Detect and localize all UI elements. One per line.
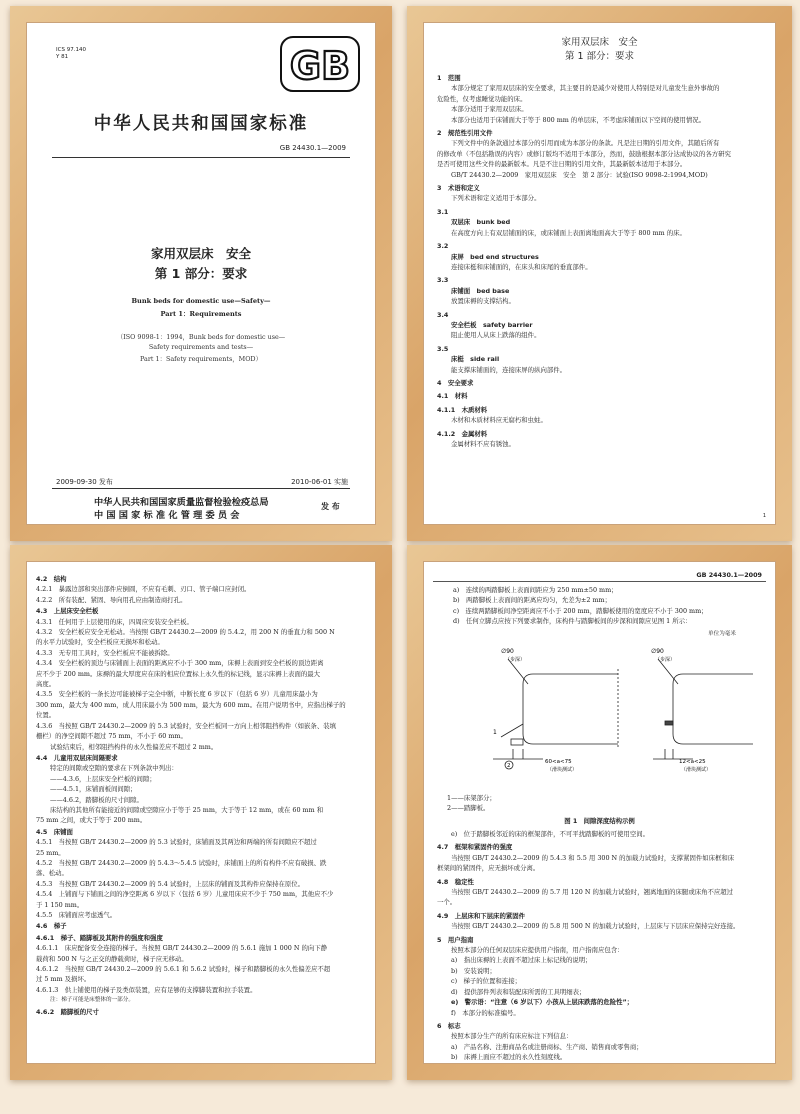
- implementation-date: 2010-06-01 实施: [291, 478, 348, 486]
- paragraph-line: 放置床褥的支撑结构。: [451, 297, 515, 306]
- section-heading: 3 术语和定义: [437, 184, 480, 193]
- tread-right: [665, 721, 673, 725]
- section-heading: 5 用户指南: [437, 935, 474, 944]
- paragraph-line: 4.2.2 所有装配、紧固、导向用孔应由制造商打孔。: [36, 595, 187, 604]
- paragraph-line: 当按照 GB/T 24430.2—2009 的 5.4.3 和 5.5 用 300 N 的加载力试验时，支撑紧固件如床框和床: [451, 853, 735, 862]
- gb-logo: [280, 36, 360, 92]
- paragraph-line: a) 指出床褥的上表面不超过床上标记线的说明；: [451, 956, 592, 965]
- paragraph-line: 本部分规定了家用双层床的安全要求，其主要目的是减少对使用人特别是对儿童发生意外事故的: [451, 84, 720, 93]
- iso-ref-line2: Safety requirements and tests—: [148, 343, 254, 351]
- page2-number: 1: [762, 513, 766, 519]
- title-en-line2: Part 1：Requirements: [160, 310, 242, 318]
- term-heading: 床屏 bed end structures: [451, 252, 539, 261]
- iso-ref-line1: （ISO 9098-1：1994，Bunk beds for domestic use—: [116, 333, 286, 341]
- paragraph-line: 4.6.1.3 供上铺使用的梯子及类似装置，应有足够的支撑脚装置和拉手装置。: [36, 985, 257, 994]
- paragraph-line: 4.6.1.1 床应配备安全连接的梯子。当按照 GB/T 24430.2—2009 的 5.6.1 施加 1 000 N 的向下静: [36, 944, 328, 953]
- fig-left-gap-note: （滑块测试）: [547, 767, 578, 773]
- section-heading: 4.2 结构: [36, 575, 67, 583]
- page-4-frame: [407, 545, 792, 1080]
- section-heading: 4.1 材料: [437, 392, 468, 401]
- paragraph-line: 木材和木质材料应无腐朽和虫蛀。: [451, 416, 547, 425]
- paragraph-line: 4.3.3 无专用工具时，安全栏板应不能被拆除。: [36, 648, 174, 657]
- ics-code: ICS 97.140: [56, 47, 86, 53]
- cover-bottom-rule: [52, 488, 350, 489]
- paragraph-line: 4.3.1 任何用于上层使用的床，四周应安装安全栏板。: [36, 617, 193, 626]
- fig-left-gap: 60<a<75: [545, 759, 572, 765]
- standard-number: GB 24430.1—2009: [279, 144, 346, 152]
- term-heading: 安全栏板 safety barrier: [451, 320, 533, 329]
- page4-header-number: GB 24430.1—2009: [696, 571, 762, 579]
- paragraph-line: 本部分适用于家用双层床。: [451, 105, 528, 114]
- section-heading: 3.5: [437, 344, 449, 353]
- paragraph-line: 床结构的其他所有能接近的间隙或空隙应小于等于 25 mm，大于等于 12 mm，或在 60 mm 和: [50, 805, 324, 814]
- paragraph-line: e) 位于踏脚板邻近的床的框架部件，不可平扰踏脚板的可使用空间。: [451, 830, 649, 838]
- paragraph-line: b) 安装说明；: [451, 966, 496, 975]
- paragraph-line: b) 两踏脚板上表面间的距离应均匀，允差为±2 mm；: [453, 596, 611, 605]
- figure-1: [453, 639, 753, 789]
- page4-list-top: [439, 585, 769, 627]
- paragraph-line: 金属材料不应有锈蚀。: [451, 440, 515, 448]
- section-heading: 4.3 上层床安全栏板: [36, 607, 99, 616]
- paragraph-line: 4.5.2 当按照 GB/T 24430.2—2009 的 5.4.3～5.4.5 试验时，床铺面上的所有构件不应有破损、跌: [36, 858, 327, 867]
- paragraph-line: 下列文件中的条款通过本部分的引用而成为本部分的条款。凡是注日期的引用文件，其随后所有: [451, 139, 720, 148]
- paragraph-line: 连接床梃和床铺面的，在床头和床尾的垂直部件。: [451, 262, 592, 271]
- section-heading: 4.8 稳定性: [437, 877, 474, 886]
- paragraph-line: 4.2.1 暴露边部和突出部件应倒圆，不应有毛刺、刃口、管子端口应封闭。: [36, 585, 251, 594]
- paragraph-line: 当按照 GB/T 24430.2—2009 的 5.7 用 120 N 的加载力试验时，翘离地面的床腿或床角不应超过: [451, 888, 734, 897]
- paragraph-line: ——4.5.1，床铺面板间间隙；: [50, 785, 137, 794]
- paragraph-line: 4.3.5 安全栏板的一条长边可能被梯子完全中断，中断长度 6 岁以下（包括 6 岁）儿童用床最小为: [36, 690, 318, 699]
- warning-line: e) 警示语：“注意（6 岁以下）小孩从上层床跌落的危险性”；: [451, 998, 634, 1007]
- issuer-line2: 中 国 国 家 标 准 化 管 理 委 员 会: [94, 510, 240, 521]
- paragraph-line: 的修改单（不包括勘误的内容）或修订版均不适用于本部分，然而，鼓励根据本部分达成协议的各方研究: [437, 149, 731, 158]
- section-heading: 4.5 床铺面: [36, 827, 73, 836]
- section-heading: 2 规范性引用文件: [437, 129, 493, 138]
- fig-left-dim-note: （步深）: [505, 657, 526, 663]
- fig-left-label-1: 1: [493, 729, 497, 736]
- page2-title-line1: 家用双层床 安全: [561, 37, 638, 48]
- section-heading: 4.1.2 金属材料: [437, 429, 488, 438]
- paragraph-line: 阻止使用人从床上跌落的组件。: [451, 331, 541, 340]
- section-heading: 4.7 框架和紧固件的强度: [437, 843, 513, 852]
- figure-left: [493, 659, 618, 769]
- issue-word: 发 布: [321, 502, 340, 511]
- paragraph-line: 能支撑床铺面的，连接床屏的纵向部件。: [451, 365, 567, 374]
- term-heading: 双层床 bunk bed: [451, 218, 511, 227]
- ccs-code: Y 81: [56, 54, 69, 60]
- paragraph-line: 按照本部分生产的所有床应标注下列信息：: [451, 1032, 573, 1041]
- paragraph-line: 300 mm，最大为 400 mm，成人用床最小为 500 mm，最大为 600 mm。在用户说明书中，应指出梯子的: [36, 700, 346, 709]
- section-heading: 4.6.1 梯子、踏脚板及其附件的强度和强度: [36, 933, 163, 942]
- paragraph-line: 试验结束后，相邻阻挡构件的永久性偏差应不超过 2 mm。: [50, 742, 218, 751]
- paragraph-line: 按照本部分的任何双层床应提供用户指南，用户指南应包含：: [451, 946, 624, 955]
- paragraph-line: 栅栏）的净空间隙不超过 75 mm，不小于 60 mm。: [36, 732, 187, 741]
- cover-page-frame: [10, 6, 392, 541]
- note-line: 注：梯子可能是床整体的一部分。: [50, 997, 134, 1004]
- paragraph-line: 是否可使用这些文件的最新版本。凡是不注日期的引用文件，其最新版本适用于本部分。: [437, 160, 687, 169]
- paragraph-line: c) 梯子的位置和连接；: [451, 977, 521, 986]
- paragraph-line: a) 连续的两踏脚板上表面间距应为 250 mm±50 mm；: [453, 586, 618, 594]
- figure-legend-1: 1——床架部分；: [447, 794, 496, 802]
- section-heading: 4.6.2 踏脚板的尺寸: [36, 1007, 99, 1016]
- paragraph-line: 位置。: [36, 711, 56, 720]
- page-2: [423, 22, 776, 525]
- paragraph-line: 下列术语和定义适用于本部分。: [451, 194, 541, 203]
- paragraph-line: 落、松动。: [36, 869, 68, 878]
- fig-right-dim-note: （步深）: [655, 657, 676, 663]
- cover-page: [26, 22, 376, 525]
- fig-left-label-2: 2: [507, 763, 511, 769]
- paragraph-line: 应不少于 200 mm。床褥的最大厚度应在床的相应位置标上永久性的标记线，显示床褥上表面的最大: [36, 669, 321, 678]
- section-heading: 1 范围: [437, 74, 461, 82]
- paragraph-line: d) 提供部件列表和装配床所需的工具明细表；: [451, 987, 586, 996]
- paragraph-line: ——4.3.6，上层床安全栏板的间隙；: [50, 774, 156, 783]
- fig-right-gap-note: （滑块测试）: [681, 767, 712, 773]
- paragraph-line: 一个。: [437, 898, 457, 907]
- paragraph-line: 的水平力试验时，安全栏板应无损坏和松动。: [36, 638, 164, 647]
- paragraph-line: 本部分也适用于床铺面大于等于 800 mm 的单层床，不考虑床铺面以下空间的使用情况。: [451, 115, 706, 124]
- leader-left-mid: [501, 724, 523, 737]
- org-title: 中华人民共和国国家标准: [93, 114, 309, 134]
- fig-left-dim: ∅90: [501, 648, 514, 655]
- paragraph-line: 75 mm 之间，或大于等于 200 mm。: [36, 816, 147, 825]
- paragraph-line: a) 产品名称、注册商品名或注册商标、生产商、销售商或零售商；: [451, 1042, 643, 1051]
- page-2-frame: [407, 6, 792, 541]
- section-heading: 4 安全要求: [437, 378, 474, 387]
- page-3-frame: [10, 545, 392, 1080]
- page-4: [423, 561, 776, 1064]
- paragraph-line: 4.3.2 安全栏板应安全无松动。当按照 GB/T 24430.2—2009 的 5.4.2，用 200 N 的垂直力和 500 N: [36, 628, 335, 637]
- fig-right-dim: ∅90: [651, 648, 664, 655]
- section-heading: 3.3: [437, 276, 449, 285]
- page4-header-rule: [433, 581, 766, 582]
- paragraph-line: 4.3.6 当按照 GB/T 24430.2—2009 的 5.3 试验时，安全栏板同一方向上相邻阻挡构件（如嵌条、装填: [36, 721, 336, 730]
- paragraph-line: 4.5.3 当按照 GB/T 24430.2—2009 的 5.4 试验时，上层床的铺面及其构件应保持在原位。: [36, 879, 305, 888]
- section-heading: 4.9 上层床和下层床的紧固件: [437, 911, 526, 920]
- page4-body: [437, 829, 767, 1063]
- page2-title-line2: 第 1 部分：要求: [564, 51, 635, 62]
- cover-top-rule: [52, 157, 350, 158]
- paragraph-line: b) 床褥上面应不超过的永久性刻度线。: [451, 1053, 567, 1062]
- paragraph-line: GB/T 24430.2—2009 家用双层床 安全 第 2 部分：试验(ISO 9098-2:1994,MOD): [451, 170, 708, 179]
- frame-section-left: [523, 674, 618, 744]
- term-heading: 床铺面 bed base: [451, 286, 510, 295]
- paragraph-line: c) 连续两踏脚板间净空距离应不小于 200 mm，踏脚板使用的宽度应不小于 300 mm；: [453, 606, 708, 615]
- section-heading: 4.1.1 木质材料: [437, 405, 488, 414]
- paragraph-line: 于 1 150 mm。: [36, 900, 84, 909]
- section-heading: 6 标志: [437, 1021, 461, 1030]
- paragraph-line: f) 本部分的标准编号。: [451, 1008, 520, 1017]
- figure-legend-2: 2——踏脚板。: [447, 804, 490, 812]
- figure-caption: 图 1 间隙深度结构示例: [564, 817, 635, 825]
- paragraph-line: 4.5.5 床铺面应考虑透气。: [36, 911, 117, 919]
- title-cn-line2: 第 1 部分：要求: [154, 266, 248, 281]
- page-3: [26, 561, 376, 1064]
- fig-right-gap: 12<a<25: [679, 759, 706, 765]
- section-heading: 3.1: [437, 207, 449, 216]
- title-cn-line1: 家用双层床 安全: [150, 246, 251, 261]
- iso-ref-line3: Part 1：Safety requirements，MOD）: [140, 355, 262, 363]
- frame-section-right: [673, 674, 753, 744]
- paragraph-line: 4.5.1 当按照 GB/T 24430.2—2009 的 5.3 试验时，床铺面及其两边和两端的所有间隙应不超过: [36, 838, 317, 847]
- title-en-line1: Bunk beds for domestic use—Safety—: [131, 297, 271, 305]
- paragraph-line: 25 mm。: [36, 848, 65, 857]
- gb-logo-text: GB: [289, 44, 351, 88]
- section-heading: 4.6 梯子: [36, 922, 67, 931]
- paragraph-line: 4.5.4 上铺面与下铺面之间的净空距离 6 岁以下（包括 6 岁）儿童用床应不少于 750 mm，其他应不少: [36, 890, 334, 899]
- paragraph-line: 过 5 mm 及损坏。: [36, 975, 91, 984]
- paragraph-line: 框架间的紧固件，应无损坏或分离。: [437, 864, 540, 873]
- section-heading: 3.4: [437, 310, 449, 319]
- section-heading: 4.4 儿童用双层床间隔要求: [36, 753, 118, 762]
- tread-left: [511, 739, 523, 745]
- paragraph-line: 当按照 GB/T 24430.2—2009 的 5.8 用 500 N 的加载力试验时，上层床与下层床应保持完好连接。: [451, 922, 740, 931]
- paragraph-line: 在高度方向上有双层铺面的床，或床铺面上表面离地面高大于等于 800 mm 的床。: [451, 228, 686, 237]
- page3-body: [36, 573, 368, 1017]
- page2-body: [437, 70, 767, 449]
- paragraph-line: ——4.6.2，踏脚板的尺寸间隙。: [50, 795, 143, 804]
- issuer-line1: 中华人民共和国国家质量监督检验检疫总局: [94, 497, 269, 508]
- paragraph-line: 特定的间隙或空隙的要求在下列条款中列出：: [50, 764, 178, 773]
- paragraph-line: d) 任何立脚点应按下列要求制作，床构件与踏脚板间的步深和间隙应见图 1 所示：: [453, 617, 692, 626]
- unit-note: 单位为毫米: [708, 631, 736, 637]
- term-heading: 床梃 side rail: [451, 355, 500, 364]
- figure-right: [653, 659, 753, 759]
- section-heading: 3.2: [437, 242, 449, 251]
- paragraph-line: 危险性，仅考虑睡觉功能的床。: [437, 94, 527, 103]
- paragraph-line: 高度。: [36, 680, 56, 689]
- paragraph-line: 4.6.1.2 当按照 GB/T 24430.2—2009 的 5.6.1 和 5.6.2 试验时，梯子和踏脚板的永久性偏差应不超: [36, 965, 331, 974]
- paragraph-line: 载荷和 500 N 与之正交的静载荷时，梯子应无移动。: [36, 954, 188, 963]
- paragraph-line: 4.3.4 安全栏板的顶边与床铺面上表面的距离应不小于 300 mm，床褥上表面到安全栏板的顶边距离: [36, 659, 324, 668]
- issue-date: 2009-09-30 发布: [56, 478, 113, 486]
